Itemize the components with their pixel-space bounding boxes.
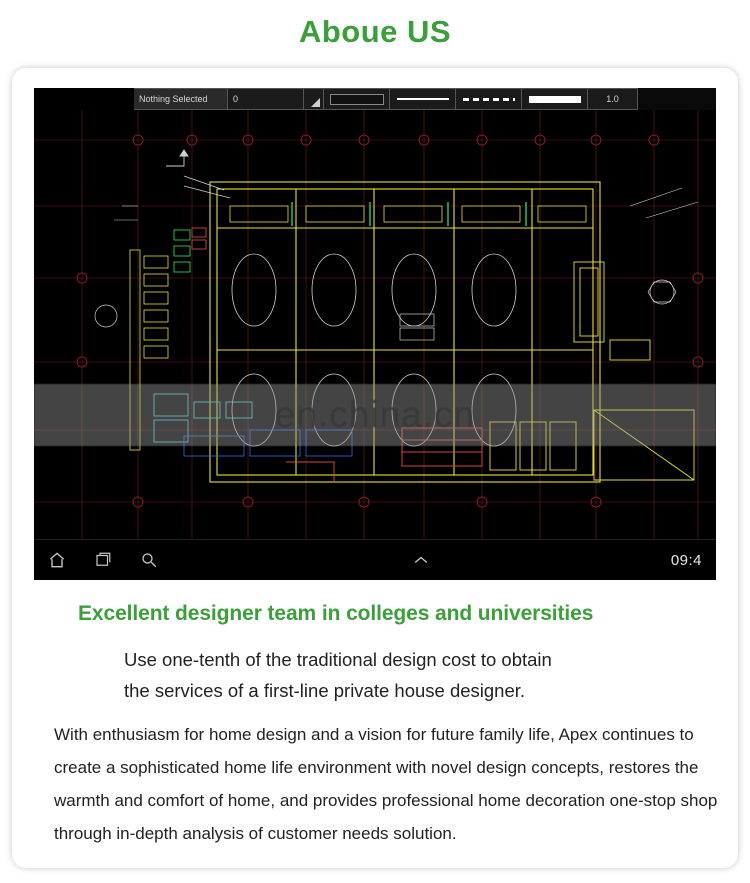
section-body: With enthusiasm for home design and a vision for future family life, Apex continues to create a sophisticated home life environment with novel design concepts, restores the warmth and comfort of home, and provides professional home decoration one-stop shop through in-depth analysis of customer needs solution. [54, 725, 718, 843]
page-title: Aboue US [298, 14, 452, 49]
watermark: en.china.cn [34, 384, 716, 446]
android-navbar [34, 539, 716, 580]
swatch-thick-line[interactable] [522, 88, 588, 110]
swatch-thin-line[interactable] [390, 88, 456, 110]
cad-drawing-canvas[interactable] [34, 110, 716, 540]
swatch-solid-black[interactable] [324, 88, 390, 110]
content-card [12, 68, 738, 868]
tablet-screenshot [34, 88, 716, 580]
search-icon[interactable] [126, 540, 172, 580]
triangle-icon[interactable] [304, 88, 324, 110]
subtext-line-2: the services of a first-line private house designer. [124, 680, 526, 701]
home-icon[interactable] [34, 540, 80, 580]
recents-icon[interactable] [80, 540, 126, 580]
chevron-up-icon[interactable] [398, 540, 444, 580]
scale-value[interactable]: 1.0 [588, 88, 638, 110]
subtext-line-1: Use one-tenth of the traditional design cost to obtain [124, 649, 552, 670]
section-headline: Excellent designer team in colleges and universities [78, 602, 594, 625]
selection-status[interactable]: Nothing Selected [134, 88, 228, 110]
cad-toolbar [134, 88, 716, 110]
swatch-dashed-line[interactable] [456, 88, 522, 110]
value-field[interactable]: 0 [228, 88, 304, 110]
cad-drawing [34, 110, 716, 540]
section-subtext [124, 644, 714, 706]
status-clock: 09:4 [670, 551, 703, 569]
